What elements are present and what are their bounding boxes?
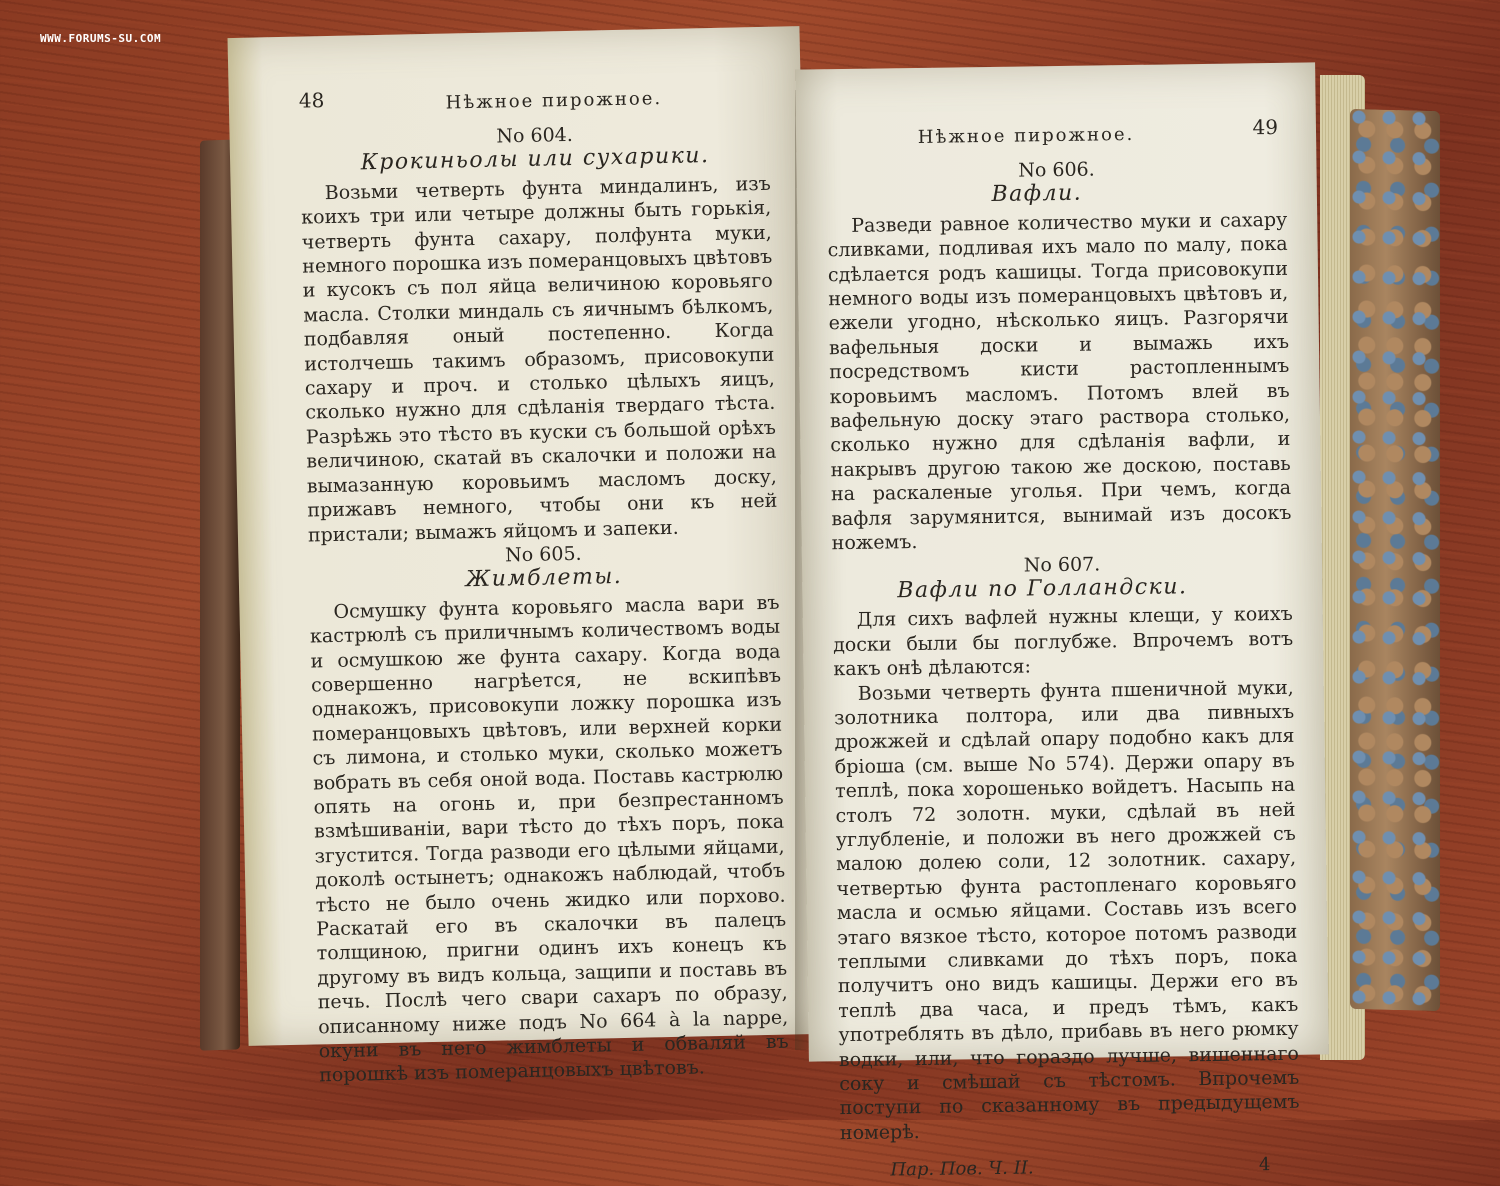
- signature-number: 4: [1258, 1154, 1271, 1176]
- page-number-left: 48: [298, 88, 325, 113]
- recipe-number: No 607.: [1023, 552, 1101, 577]
- recipe-title: Вафли по Голландски.: [897, 574, 1188, 604]
- recipe-text: Разведи равное количество муки и сахару сливками, подливая ихъ мало по малу, пока сдѣлается родъ кашицы. Тогда присовокупи немного воды изъ померанцовыхъ цвѣтовъ и, ежели угодно, нѣсколько яицъ. Разгорячи вафельныя доски и вымажь ихъ посредствомъ кисти растопленнымъ коровьимъ масломъ. Потомъ влей въ вафельную доску этаго раствора столько, сколько нужно для сдѣланія вафли, и накрывъ другою такою же доскою, поставь на раскаленые уголья. При чемъ, когда вафля зарумянится, вынимай изъ досокъ ножемъ.: [827, 208, 1292, 555]
- recipe-title: Вафли.: [991, 181, 1083, 208]
- recipe-number: No 606.: [1018, 158, 1095, 182]
- signature-mark: [840, 1153, 1300, 1185]
- running-head-right: [826, 114, 1286, 161]
- right-page: [795, 62, 1329, 1181]
- recipe-number: No 605.: [504, 542, 582, 567]
- recipe-text: Возьми четверть фунта пшеничной муки, золотника полтора, или два пивныхъ дрожжей и сдѣлай опару подобно какъ для бріоша (см. выше No 574). Держи опару въ теплѣ, пока хорошенько войдетъ. Насыпь на столъ 72 золотн. муки, сдѣлай въ ней углубленіе, и положи въ него дрожжей съ малою долею соли, 12 золотник. сахару, четвертью фунта растопленаго коровьяго масла и осмью яйцами. Составь изъ всего этаго вязкое тѣсто, которое потомъ разводи теплыми сливками до тѣхъ поръ, пока получитъ оно видъ кашицы. Держи его въ теплѣ два часа, и предъ тѣмъ, какъ употреблять въ дѣло, прибавь въ него рюмку водки, или, что гораздо лучше, вишеннаго соку и смѣшай съ тѣстомъ. Впрочемъ поступи по сказанному въ предыдущемъ номерѣ.: [834, 676, 1300, 1144]
- book-cover-right: [1350, 109, 1440, 1011]
- recipe-text: Возьми четверть фунта миндалинъ, изъ коихъ три или четыре должны быть горькія, четверть фунта сахару, полфунта муки, немного порошка изъ померанцовыхъ цвѣтовъ и кусокъ съ пол яйца величиною коровьяго масла. Столки миндаль съ яичнымъ бѣлкомъ, подбавляя оный постепенно. Когда истолчешь такимъ образомъ, присовокупи сахару и проч. и столько цѣлыхъ яицъ, сколько нужно для сдѣланія твердаго тѣста. Разрѣжь это тѣсто въ куски съ большой орѣхъ величиною, скатай въ скалочки и положи на вымазанную коровьимъ масломъ доску, прижавъ немного, чтобы они къ ней пристали; вымажъ яйцомъ и запеки.: [301, 172, 778, 547]
- recipe-text: Осмушку фунта коровьяго масла вари въ кастрюлѣ съ приличнымъ количествомъ воды и осмушкою же фунта сахару. Когда вода совершенно нагрѣется, не вскипѣвъ однакожъ, присовокупи ложку порошка изъ померанцовыхъ цвѣтовъ, или верхней корки съ лимона, и столько муки, сколько можетъ вобрать въ себя оной вода. Поставь кастрюлю опять на огонь и, при безпрестанномъ взмѣшиваніи, вари тѣсто до тѣхъ поръ, пока згустится. Тогда разводи его цѣлыми яйцами, доколѣ остынетъ; однакожъ наблюдай, чтобъ тѣсто не было очень жидко или порхово. Раскатай его въ скалочки въ палецъ толщиною, пригни одинъ ихъ конецъ къ другому въ видъ кольца, защипи и поставь въ печь. Послѣ чего свари сахаръ по образу, описанному ниже подъ No 664 à la nappe, окуни въ него жимблеты и обваляй въ порошкѣ изъ померанцовыхъ цвѣтовъ.: [309, 591, 789, 1087]
- recipe-title: Крокиньолы или сухарики.: [360, 143, 710, 176]
- running-head-title-right: Нѣжное пирожное.: [917, 123, 1135, 148]
- recipe-text: Для сихъ вафлей нужны клещи, у коихъ доски были бы поглубже. Впрочемъ вотъ какъ онѣ дѣлаются:: [832, 603, 1294, 681]
- running-head-title-left: Нѣжное пирожное.: [445, 88, 663, 114]
- recipe-title: Жимблеты.: [465, 564, 623, 593]
- watermark: WWW.FORUMS-SU.COM: [40, 32, 162, 45]
- signature-text: Пар. Пов. Ч. II.: [890, 1157, 1034, 1181]
- recipe-number: No 604.: [496, 123, 574, 148]
- page-number-right: 49: [1252, 114, 1279, 140]
- left-page: [228, 26, 821, 1087]
